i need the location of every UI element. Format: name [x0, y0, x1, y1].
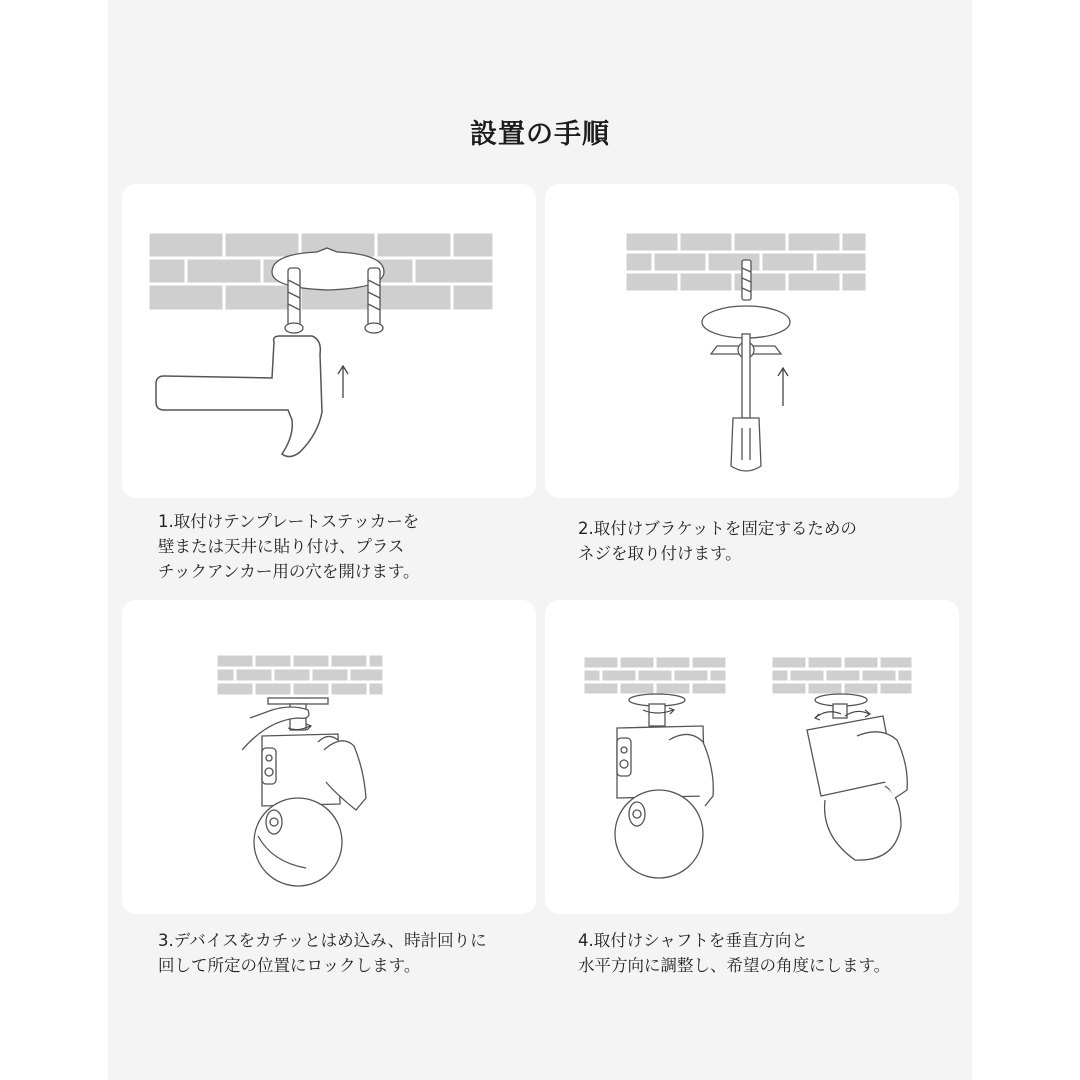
step-3-line-2: 回して所定の位置にロックします。 — [158, 956, 421, 975]
step-1-illustration — [122, 184, 536, 498]
step-4-drawing — [545, 600, 959, 914]
brick-wall-left — [583, 656, 727, 695]
up-arrow — [778, 368, 788, 406]
step-1-line-2: 壁または天井に貼り付け、プラス — [158, 537, 405, 556]
hammer — [156, 336, 322, 457]
step-2-caption — [578, 516, 978, 566]
step-2-drawing — [545, 184, 959, 498]
page-title: 設置の手順 — [470, 119, 610, 150]
step-1-drawing — [122, 184, 536, 498]
brick-wall — [216, 654, 384, 696]
step-4-illustration — [545, 600, 959, 914]
step-3-illustration — [122, 600, 536, 914]
step-4-caption — [578, 928, 978, 978]
step-2-line-2: ネジを取り付けます。 — [578, 544, 742, 563]
step-3-drawing — [122, 600, 536, 914]
camera-tilted — [807, 694, 907, 860]
step-3-line-1: 3.デバイスをカチッとはめ込み、時計回りに — [158, 931, 487, 950]
mounting-screw — [742, 260, 751, 300]
step-2-line-1: 2.取付けブラケットを固定するための — [578, 519, 857, 538]
step-4-line-1: 4.取付けシャフトを垂直方向と — [578, 931, 808, 950]
step-1-line-3: チックアンカー用の穴を開けます。 — [158, 562, 420, 581]
instruction-sheet — [108, 0, 972, 1080]
step-3-caption — [158, 928, 558, 978]
step-4-line-2: 水平方向に調整し、希望の角度にします。 — [578, 956, 891, 975]
camera-vertical — [615, 694, 713, 878]
step-1-line-1: 1.取付けテンプレートステッカーを — [158, 512, 420, 531]
step-2-illustration — [545, 184, 959, 498]
brick-wall-right — [771, 656, 913, 695]
step-1-caption — [158, 509, 558, 584]
up-arrow — [338, 366, 348, 398]
